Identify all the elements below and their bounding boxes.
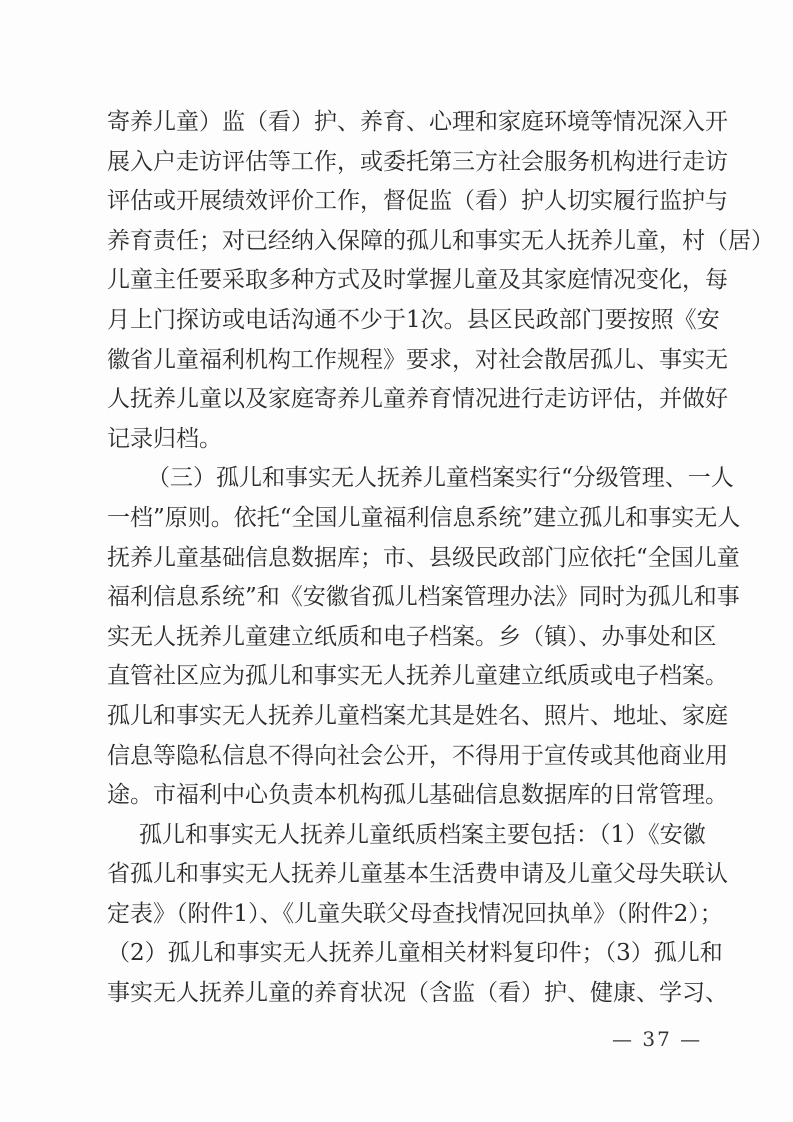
text-line: 途。市福利中心负责本机构孤儿基础信息数据库的日常管理。: [107, 782, 728, 809]
document-body: [107, 103, 774, 1014]
text-line: 寄养儿童）监（看）护、养育、心理和家庭环境等情况深入开: [107, 109, 728, 135]
text-line: 儿童主任要采取多种方式及时掌握儿童及其家庭情况变化，每: [107, 267, 728, 294]
paragraph-2: [107, 459, 741, 815]
text-line: 定表》（附件1）、《儿童失联父母查找情况回执单》（附件2）；: [107, 900, 723, 927]
text-line: 事实无人抚养儿童的养育状况（含监（看）护、健康、学习、: [107, 980, 728, 1007]
text-line: 实无人抚养儿童建立纸质和电子档案。乡（镇）、办事处和区: [107, 623, 717, 650]
text-line: 评估或开展绩效评价工作，督促监（看）护人切实履行监护与: [107, 188, 728, 215]
paragraph-3: [107, 816, 728, 1014]
text-line: 抚养儿童基础信息数据库；市、县级民政部门应依托“全国儿童: [107, 544, 740, 571]
text-line: 福利信息系统”和《安徽省孤儿档案管理办法》同时为孤儿和事: [107, 584, 740, 611]
text-line: 直管社区应为孤儿和事实无人抚养儿童建立纸质或电子档案。: [107, 663, 728, 690]
text-line: 月上门探访或电话沟通不少于1次。县区民政部门要按照《安: [107, 306, 720, 333]
page-number: — 37 —: [612, 1027, 703, 1051]
text-line: 信息等隐私信息不得向社会公开，不得用于宣传或其他商业用: [107, 742, 728, 769]
text-line: 徽省儿童福利机构工作规程》要求，对社会散居孤儿、事实无: [107, 346, 728, 373]
text-line: （三）孤儿和事实无人抚养儿童档案实行“分级管理、一人: [147, 465, 734, 492]
text-line: （2）孤儿和事实无人抚养儿童相关材料复印件；（3）孤儿和: [107, 940, 723, 967]
text-line: 展入户走访评估等工作，或委托第三方社会服务机构进行走访: [107, 148, 728, 175]
text-line: 记录归档。: [107, 425, 222, 452]
text-line: 孤儿和事实无人抚养儿童纸质档案主要包括：（1）《安徽: [139, 821, 706, 848]
text-line: 省孤儿和事实无人抚养儿童基本生活费申请及儿童父母失联认: [107, 861, 728, 888]
text-line: 孤儿和事实无人抚养儿童档案尤其是姓名、照片、地址、家庭: [107, 702, 728, 729]
text-line: 人抚养儿童以及家庭寄养儿童养育情况进行走访评估，并做好: [107, 386, 728, 413]
paragraph-1: [107, 103, 774, 459]
text-line: 一档”原则。依托“全国儿童福利信息系统”建立孤儿和事实无人: [107, 504, 741, 531]
text-line: 养育责任；对已经纳入保障的孤儿和事实无人抚养儿童，村（居）: [107, 227, 774, 254]
